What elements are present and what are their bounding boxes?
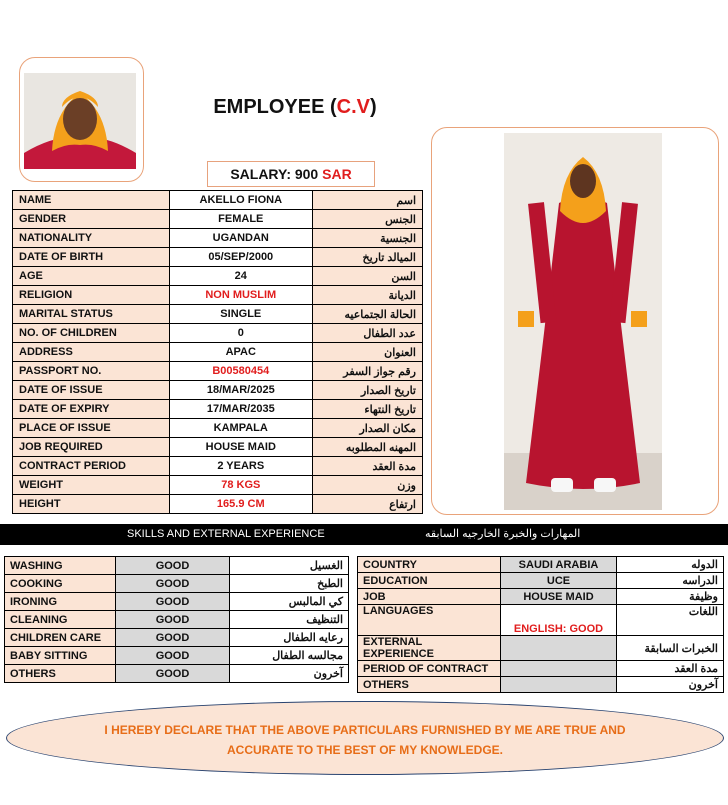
experience-label-arabic: آخرون — [617, 677, 724, 693]
table-row — [13, 476, 423, 495]
field-label-arabic: المهنه المطلوبه — [312, 438, 422, 457]
table-row — [358, 557, 724, 573]
experience-label-arabic: اللغات — [617, 605, 724, 636]
field-label-arabic: تاريخ الصدار — [312, 381, 422, 400]
field-label-arabic: اسم — [312, 191, 422, 210]
skill-label: CHILDREN CARE — [5, 629, 116, 647]
personal-info-table — [12, 190, 423, 514]
field-label: MARITAL STATUS — [13, 305, 170, 324]
field-value: 165.9 CM — [169, 495, 312, 514]
field-label-arabic: مدة العقد — [312, 457, 422, 476]
table-row — [358, 677, 724, 693]
experience-value: ENGLISH: GOOD — [501, 605, 617, 636]
table-row — [13, 229, 423, 248]
field-label: NAME — [13, 191, 170, 210]
table-row — [5, 557, 349, 575]
field-value: 24 — [169, 267, 312, 286]
experience-label: OTHERS — [358, 677, 501, 693]
declaration-line-2: ACCURATE TO THE BEST OF MY KNOWLEDGE. — [226, 743, 503, 757]
skill-value: GOOD — [116, 611, 230, 629]
field-label-arabic: مكان الصدار — [312, 419, 422, 438]
table-row — [358, 661, 724, 677]
experience-value: SAUDI ARABIA — [501, 557, 617, 573]
table-row — [13, 267, 423, 286]
table-row — [13, 400, 423, 419]
field-value: HOUSE MAID — [169, 438, 312, 457]
table-row — [5, 575, 349, 593]
skill-label: WASHING — [5, 557, 116, 575]
skill-label: CLEANING — [5, 611, 116, 629]
experience-label: LANGUAGES — [358, 605, 501, 636]
table-row — [358, 573, 724, 589]
field-value: NON MUSLIM — [169, 286, 312, 305]
field-label: ADDRESS — [13, 343, 170, 362]
field-label-arabic: الميالد تاريخ — [312, 248, 422, 267]
skill-value: GOOD — [116, 665, 230, 683]
field-label: DATE OF ISSUE — [13, 381, 170, 400]
field-label-arabic: الديانة — [312, 286, 422, 305]
experience-value — [501, 661, 617, 677]
experience-label-arabic: مدة العقد — [617, 661, 724, 677]
declaration-line-1: I HEREBY DECLARE THAT THE ABOVE PARTICULARS FURNISHED BY ME ARE TRUE AND — [104, 723, 626, 737]
skill-value: GOOD — [116, 629, 230, 647]
skill-label: IRONING — [5, 593, 116, 611]
field-label: NO. OF CHILDREN — [13, 324, 170, 343]
field-label: DATE OF EXPIRY — [13, 400, 170, 419]
field-label: JOB REQUIRED — [13, 438, 170, 457]
table-row — [13, 419, 423, 438]
field-label-arabic: الحالة الجتماعيه — [312, 305, 422, 324]
portrait-frame — [19, 57, 144, 182]
field-label: RELIGION — [13, 286, 170, 305]
field-label-arabic: العنوان — [312, 343, 422, 362]
table-row — [5, 593, 349, 611]
field-value: APAC — [169, 343, 312, 362]
experience-label: EXTERNAL EXPERIENCE — [358, 636, 501, 661]
skill-label-arabic: الغسيل — [230, 557, 349, 575]
field-label-arabic: عدد الطفال — [312, 324, 422, 343]
experience-value — [501, 677, 617, 693]
page-title: EMPLOYEE (C.V) — [213, 96, 377, 118]
field-label-arabic: وزن — [312, 476, 422, 495]
experience-label-arabic: الدراسه — [617, 573, 724, 589]
table-row — [13, 191, 423, 210]
field-label: PASSPORT NO. — [13, 362, 170, 381]
experience-label-arabic: وظيفة — [617, 589, 724, 605]
field-value: FEMALE — [169, 210, 312, 229]
field-value: 18/MAR/2025 — [169, 381, 312, 400]
table-row — [358, 605, 724, 636]
table-row — [358, 589, 724, 605]
table-row — [5, 647, 349, 665]
experience-value — [501, 636, 617, 661]
field-value: 78 KGS — [169, 476, 312, 495]
field-value: SINGLE — [169, 305, 312, 324]
table-row — [13, 457, 423, 476]
experience-label-arabic: الخبرات السابقة — [617, 636, 724, 661]
field-label: WEIGHT — [13, 476, 170, 495]
skill-label-arabic: رعايه الطفال — [230, 629, 349, 647]
table-row — [13, 286, 423, 305]
skill-label-arabic: مجالسه الطفال — [230, 647, 349, 665]
table-row — [13, 343, 423, 362]
table-row — [13, 362, 423, 381]
field-label-arabic: السن — [312, 267, 422, 286]
table-row — [13, 305, 423, 324]
skills-header-bar — [0, 524, 728, 545]
field-label-arabic: رقم جواز السفر — [312, 362, 422, 381]
full-photo-frame — [431, 127, 719, 515]
table-row — [13, 210, 423, 229]
skills-table — [4, 556, 349, 683]
field-label-arabic: الجنس — [312, 210, 422, 229]
table-row — [13, 381, 423, 400]
experience-value: UCE — [501, 573, 617, 589]
experience-label: EDUCATION — [358, 573, 501, 589]
skill-value: GOOD — [116, 575, 230, 593]
field-label: CONTRACT PERIOD — [13, 457, 170, 476]
field-label: PLACE OF ISSUE — [13, 419, 170, 438]
skill-label-arabic: التنظيف — [230, 611, 349, 629]
skills-header-ar: المهارات والخبرة الخارجيه السابقه — [425, 528, 581, 540]
field-value: 17/MAR/2035 — [169, 400, 312, 419]
table-row — [5, 665, 349, 683]
experience-table — [357, 556, 724, 693]
salary-box: SALARY: 900 SAR — [207, 161, 375, 187]
experience-value: HOUSE MAID — [501, 589, 617, 605]
skill-label: OTHERS — [5, 665, 116, 683]
table-row — [358, 636, 724, 661]
table-row — [13, 438, 423, 457]
table-row — [5, 611, 349, 629]
field-value: KAMPALA — [169, 419, 312, 438]
skill-value: GOOD — [116, 557, 230, 575]
field-label-arabic: تاريخ النتهاء — [312, 400, 422, 419]
skill-label: BABY SITTING — [5, 647, 116, 665]
experience-label: PERIOD OF CONTRACT — [358, 661, 501, 677]
portrait-photo — [24, 73, 136, 169]
table-row — [5, 629, 349, 647]
declaration-ellipse — [6, 701, 724, 775]
field-label: GENDER — [13, 210, 170, 229]
skill-label-arabic: كي المالبس — [230, 593, 349, 611]
field-value: 2 YEARS — [169, 457, 312, 476]
experience-label: JOB — [358, 589, 501, 605]
field-label: AGE — [13, 267, 170, 286]
skills-header-en: SKILLS AND EXTERNAL EXPERIENCE — [127, 528, 325, 540]
experience-label: COUNTRY — [358, 557, 501, 573]
experience-label-arabic: الدوله — [617, 557, 724, 573]
skill-value: GOOD — [116, 593, 230, 611]
table-row — [13, 495, 423, 514]
field-value: 0 — [169, 324, 312, 343]
field-label: HEIGHT — [13, 495, 170, 514]
table-row — [13, 324, 423, 343]
field-value: 05/SEP/2000 — [169, 248, 312, 267]
table-row — [13, 248, 423, 267]
skill-value: GOOD — [116, 647, 230, 665]
field-value: B00580454 — [169, 362, 312, 381]
full-length-photo — [504, 133, 662, 510]
skill-label: COOKING — [5, 575, 116, 593]
skill-label-arabic: الطبخ — [230, 575, 349, 593]
field-label-arabic: الجنسية — [312, 229, 422, 248]
field-label-arabic: ارتفاع — [312, 495, 422, 514]
field-label: DATE OF BIRTH — [13, 248, 170, 267]
field-value: AKELLO FIONA — [169, 191, 312, 210]
skill-label-arabic: آخرون — [230, 665, 349, 683]
field-value: UGANDAN — [169, 229, 312, 248]
field-label: NATIONALITY — [13, 229, 170, 248]
